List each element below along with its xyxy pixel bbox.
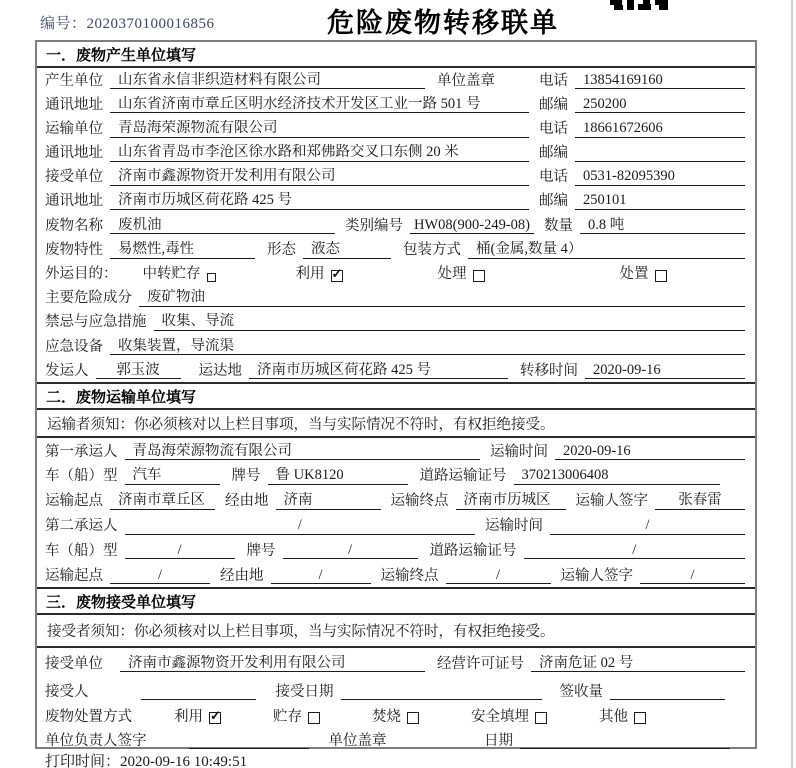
receive-unit-value: 济南市鑫源物资开发利用有限公司: [120, 655, 425, 673]
route1-sign-label: 运输人签字: [575, 493, 648, 510]
producer-phone-value: 13854169160: [575, 72, 745, 90]
route1-end-value: 济南市历城区: [456, 492, 566, 510]
purpose-option-dispose: [620, 266, 667, 283]
vehicle2-permit-label: 道路运输证号: [429, 542, 517, 559]
transporter-notice: 运输者须知：你必须核对以上栏目事项，当与实际情况不符时，有权拒绝接受。: [37, 410, 755, 438]
section2-heading: 二．废物运输单位填写: [37, 382, 755, 410]
checkbox-label: 安全填埋: [471, 708, 529, 725]
checkbox: [634, 712, 646, 724]
checkbox-label: 处置: [619, 266, 649, 283]
route2-sign-value: /: [640, 567, 745, 585]
responsible-sign-label: 单位负责人签字: [45, 732, 147, 749]
waste-code-value: HW08(900-249-08): [410, 217, 534, 235]
accept-date-value: [341, 683, 542, 700]
checkbox: [655, 270, 667, 282]
receiver-notice: 接受者须知：你必须核对以上栏目事项，当与实际情况不符时，有权拒绝接受。: [37, 615, 755, 648]
checkbox-label: 利用: [174, 708, 203, 725]
producer-phone-label: 电话: [539, 72, 568, 89]
disposal-option-other: [599, 709, 646, 726]
acceptor-value: [141, 683, 256, 700]
sign-date-label: 日期: [484, 732, 513, 749]
receiver-address-label: 通讯地址: [45, 193, 103, 210]
checkbox-label: 中转贮存: [142, 266, 201, 283]
waste-form-value: 液态: [303, 241, 391, 259]
row-carrier1: [37, 438, 755, 463]
transfer-form: [35, 40, 757, 749]
vehicle2-type-value: /: [125, 542, 235, 560]
route1-via-label: 经由地: [225, 493, 269, 510]
route1-sign-value: 张春雷: [655, 492, 745, 510]
unit-seal-label: 单位盖章: [328, 732, 387, 749]
qr-code-fragment-icon: [610, 0, 668, 11]
row-transporter-address: [37, 141, 755, 165]
disposal-label: 废物处置方式: [45, 708, 132, 725]
vehicle2-plate-value: /: [283, 542, 418, 560]
transporter-value: 青岛海荣源物流有限公司: [110, 120, 529, 138]
vehicle2-permit-value: /: [524, 542, 746, 560]
transporter-address-label: 通讯地址: [45, 145, 103, 162]
vehicle1-permit-value: 370213006408: [514, 467, 721, 485]
waste-name-value: 废机油: [110, 217, 335, 235]
row-vehicle1: [37, 463, 755, 488]
receipt-qty-label: 签收量: [559, 683, 603, 700]
waste-name-label: 废物名称: [45, 217, 103, 234]
row-waste-props: [37, 237, 755, 261]
waste-form-label: 形态: [267, 241, 296, 258]
vehicle2-plate-label: 牌号: [246, 542, 276, 559]
transporter-phone-value: 18661672606: [575, 120, 745, 138]
row-receiver: [37, 165, 755, 189]
destination-value: 济南市历城区荷花路 425 号: [249, 362, 508, 380]
acceptor-label: 接受人: [45, 683, 89, 700]
taboo-value: 收集、导流: [154, 313, 746, 331]
destination-label: 运达地: [198, 362, 242, 379]
transporter-zip-value: [575, 145, 745, 162]
receiver-label: 接受单位: [45, 169, 103, 186]
carrier1-label: 第一承运人: [45, 443, 118, 460]
checkbox: [473, 270, 485, 282]
print-time-line: [45, 750, 247, 768]
carrier1-time-value: 2020-09-16: [555, 443, 745, 461]
checkbox-label: 焚烧: [372, 708, 401, 725]
checkbox-label: 其他: [599, 708, 628, 725]
receipt-qty-value: [610, 683, 725, 700]
route2-origin-label: 运输起点: [45, 567, 103, 584]
transfer-time-value: 2020-09-16: [585, 362, 745, 380]
row-vehicle2: [37, 538, 755, 563]
route1-via-value: 济南: [276, 492, 381, 510]
receiver-value: 济南市鑫源物资开发利用有限公司: [110, 168, 529, 186]
equipment-value: 收集装置，导流渠: [110, 338, 745, 356]
vehicle2-type-label: 车（船）型: [45, 542, 118, 559]
license-label: 经营许可证号: [437, 655, 524, 672]
checkbox: [207, 273, 216, 282]
row-signature: [37, 728, 755, 752]
row-receive-unit: [37, 648, 755, 675]
section1-heading: 一．废物产生单位填写: [37, 42, 755, 68]
producer-seal-label: 单位盖章: [437, 72, 495, 89]
receiver-address-value: 济南市历城区荷花路 425 号: [110, 192, 529, 210]
checkbox: [331, 270, 343, 282]
waste-qty-value: 0.8 吨: [580, 217, 745, 235]
disposal-option-incinerate: [372, 709, 419, 726]
print-time-value: 2020-09-16 10:49:51: [120, 754, 248, 768]
row-waste-name: [37, 213, 755, 237]
producer-address-value: 山东省济南市章丘区明水经济技术开发区工业一路 501 号: [110, 96, 529, 114]
row-route1: [37, 488, 755, 513]
waste-props-label: 废物特性: [45, 241, 103, 258]
row-producer-address: [37, 92, 755, 116]
section-receiver: [37, 587, 755, 752]
waste-pack-value: 桶(金属,数量 4）: [468, 241, 745, 259]
row-taboo: [37, 310, 755, 334]
waste-qty-label: 数量: [544, 217, 573, 234]
route2-origin-value: /: [110, 567, 210, 585]
page-title: 危险废物转移联单: [327, 8, 559, 38]
print-time-label: 打印时间：: [45, 754, 121, 768]
license-value: 济南危证 02 号: [531, 655, 745, 673]
dispatcher-value: 郭玉波: [96, 362, 181, 380]
route1-origin-label: 运输起点: [45, 493, 103, 510]
vehicle1-permit-label: 道路运输证号: [419, 468, 507, 485]
carrier2-time-label: 运输时间: [485, 517, 543, 534]
route2-end-value: /: [446, 567, 551, 585]
serial-value: 2020370100016856: [86, 16, 215, 32]
equipment-label: 应急设备: [45, 338, 103, 355]
route2-via-label: 经由地: [220, 567, 264, 584]
transporter-label: 运输单位: [45, 120, 103, 137]
vehicle1-type-label: 车（船）型: [45, 468, 118, 485]
row-carrier2: [37, 513, 755, 538]
receiver-phone-value: 0531-82095390: [575, 168, 745, 186]
section-transporter: [37, 382, 755, 587]
disposal-option-storage: [273, 709, 320, 726]
producer-zip-label: 邮编: [539, 96, 568, 113]
producer-label: 产生单位: [45, 72, 103, 89]
carrier1-time-label: 运输时间: [490, 443, 548, 460]
carrier2-value: /: [125, 517, 476, 535]
section-producer: [37, 42, 755, 382]
scan-edge-line: [791, 0, 793, 768]
checkbox: [209, 712, 221, 724]
receiver-zip-value: 250101: [575, 192, 745, 210]
disposal-option-utilize: [174, 709, 221, 726]
checkbox-label: 处理: [437, 266, 467, 283]
row-hazard: [37, 286, 755, 310]
hazard-label: 主要危险成分: [45, 290, 132, 307]
transfer-time-label: 转移时间: [520, 362, 578, 379]
responsible-sign-value: [189, 732, 309, 749]
purpose-label: 外运目的：: [45, 266, 118, 283]
receive-unit-label: 接受单位: [45, 655, 103, 672]
purpose-option-transfer-storage: [143, 266, 216, 283]
transporter-address-value: 山东省青岛市李沧区徐水路和郑佛路交叉口东侧 20 米: [110, 144, 529, 162]
hazard-value: 废矿物油: [139, 289, 745, 307]
row-transporter: [37, 116, 755, 140]
checkbox-label: 贮存: [273, 708, 302, 725]
checkbox: [407, 712, 419, 724]
row-purpose: [37, 262, 755, 286]
route2-end-label: 运输终点: [380, 567, 439, 584]
carrier1-value: 青岛海荣源物流有限公司: [125, 443, 481, 461]
receiver-phone-label: 电话: [539, 169, 568, 186]
section3-heading: 三．废物接受单位填写: [37, 587, 755, 615]
sign-date-value: [520, 732, 730, 749]
producer-zip-value: 250200: [575, 96, 745, 114]
checkbox: [535, 712, 547, 724]
route1-origin-value: 济南市章丘区: [110, 492, 215, 510]
purpose-option-utilize: [296, 266, 343, 283]
purpose-option-treat: [438, 266, 485, 283]
row-route2: [37, 562, 755, 587]
route2-sign-label: 运输人签字: [560, 567, 633, 584]
vehicle1-type-value: 汽车: [125, 467, 220, 485]
producer-address-label: 通讯地址: [45, 96, 103, 113]
route2-via-value: /: [271, 567, 371, 585]
vehicle1-plate-label: 牌号: [231, 468, 261, 485]
producer-value: 山东省永信非织造材料有限公司: [110, 72, 425, 90]
row-receiver-address: [37, 189, 755, 213]
checkbox-label: 利用: [295, 266, 325, 283]
taboo-label: 禁忌与应急措施: [45, 314, 147, 331]
disposal-option-landfill: [471, 709, 547, 726]
carrier2-time-value: /: [550, 517, 745, 535]
row-equipment: [37, 334, 755, 358]
waste-pack-label: 包装方式: [403, 241, 461, 258]
row-producer: [37, 68, 755, 92]
row-acceptor: [37, 675, 755, 703]
checkbox: [308, 712, 320, 724]
vehicle1-plate-value: 鲁 UK8120: [268, 467, 408, 485]
row-disposal: [37, 703, 755, 728]
receiver-zip-label: 邮编: [539, 193, 568, 210]
transporter-phone-label: 电话: [539, 120, 568, 137]
dispatcher-label: 发运人: [45, 362, 89, 379]
waste-props-value: 易燃性,毒性: [110, 241, 255, 259]
transporter-zip-label: 邮编: [539, 145, 568, 162]
route1-end-label: 运输终点: [390, 493, 449, 510]
serial-label: 编号：: [40, 16, 87, 32]
row-dispatch: [37, 358, 755, 382]
carrier2-label: 第二承运人: [45, 517, 118, 534]
accept-date-label: 接受日期: [275, 683, 334, 700]
waste-code-label: 类别编号: [345, 217, 403, 234]
